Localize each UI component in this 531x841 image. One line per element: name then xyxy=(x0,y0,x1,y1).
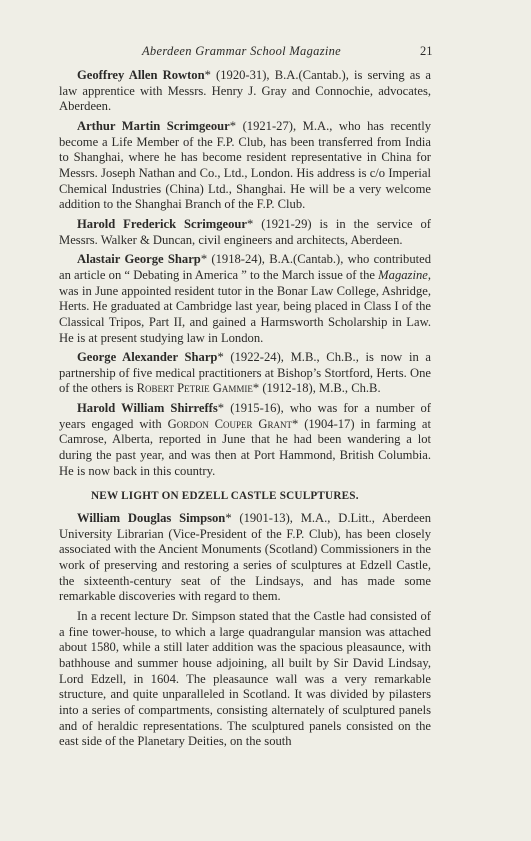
text-run: * (1920-31), B.A.(Cantab.), is serving as a law apprentice with Messrs. Henry J. Gray and Connochie, advocates, Aberdeen. xyxy=(59,68,431,114)
paragraph xyxy=(59,217,431,248)
text-run: * (1901-13), M.A., D.Litt., Aberdeen University Librarian (Vice-President of the F.P. Club), has been closely associated with the Ancient Monuments (Scotland) Commissioners in the work of preserving and restoring a series of sculptures at Edzell Castle, the sixteenth-century seat of the Lindsays, and has made some remarkable discoveries with regard to them. xyxy=(59,511,431,604)
person-name: Alastair George Sharp xyxy=(77,252,201,267)
page-number: 21 xyxy=(420,44,433,58)
person-name: Arthur Martin Scrimgeour xyxy=(77,118,230,133)
text-run: * (1918-24), B.A.(Cantab.), who contributed an article on “ Debating in America ” to the March issue of the xyxy=(59,252,432,282)
section-heading: NEW LIGHT ON EDZELL CASTLE SCULPTURES. xyxy=(91,490,359,503)
person-name: Harold William Shirreffs xyxy=(77,401,218,416)
running-title: Aberdeen Grammar School Magazine xyxy=(142,44,342,58)
text-run: * (1904-17) in farming at Camrose, Alberta, reported in June that he had been wandering a lot during the past year, and was then at Port Hammond, British Columbia. He is now back in this country. xyxy=(59,416,431,478)
paragraph xyxy=(59,401,431,479)
small-caps-name: Gordon Couper Grant xyxy=(167,416,292,431)
person-name: Harold Frederick Scrimgeour xyxy=(77,216,247,231)
paragraph xyxy=(59,350,431,397)
person-name: Geoffrey Allen Rowton xyxy=(77,68,205,82)
text-run: * (1922-24), M.B., Ch.B., is now in a partnership of five medical practitioners at Bishop’s Stortford, Herts. One of the others is xyxy=(59,350,432,396)
paragraph xyxy=(59,609,431,750)
person-name: George Alexander Sharp xyxy=(77,350,218,365)
text-run: * (1915-16), who was for a number of years engaged with xyxy=(59,401,432,431)
italic-text: Magazine xyxy=(378,267,428,282)
text-run: * (1921-27), M.A., who has recently become a Life Member of the F.P. Club, has been transferred from India to Shanghai, where he has become resident representative in China for Messrs. Joseph Nathan and Co., Ltd., London. His address is c/o Imperial Chemical Industries (China) Ltd., Shanghai. He will be a very welcome addition to the Shanghai Branch of the F.P. Club. xyxy=(59,118,431,212)
paragraph xyxy=(59,68,431,115)
paragraph xyxy=(59,252,431,346)
person-name: William Douglas Simpson xyxy=(77,511,226,526)
article-body xyxy=(59,68,431,754)
text-run: * (1912-18), M.B., Ch.B. xyxy=(252,381,381,396)
paragraph xyxy=(59,511,431,605)
text-run: In a recent lecture Dr. Simpson stated that the Castle had consisted of a fine tower-house, to which a large quadrangular mansion was attached about 1580, while a still later addition was the spacious pleasaunce, with bathhouse and summer house adjoining, all built by Sir David Lindsay, Lord Edzell, in 1604. The pleasaunce wall was a very remarkable structure, and quite unparalleled in Scotland. It was divided by pilasters into a series of compartments, consisting alternately of sculptured panels and of heraldic representations. The sculptured panels consisted on the east side of the Planetary Deities, on the south xyxy=(59,609,431,749)
text-run: , was in June appointed resident tutor in the Bonar Law College, Ashridge, Herts. He graduated at Cambridge last year, being placed in Class I of the Classical Tripos, Part II, and gained a Harmsworth Scholarship in Law. He is at present studying law in London. xyxy=(59,267,431,345)
small-caps-name: Robert Petrie Gammie xyxy=(136,381,253,396)
text-run: * (1921-29) is in the service of Messrs. Walker & Duncan, civil engineers and architects, Aberdeen. xyxy=(59,216,431,247)
paragraph xyxy=(59,119,431,213)
